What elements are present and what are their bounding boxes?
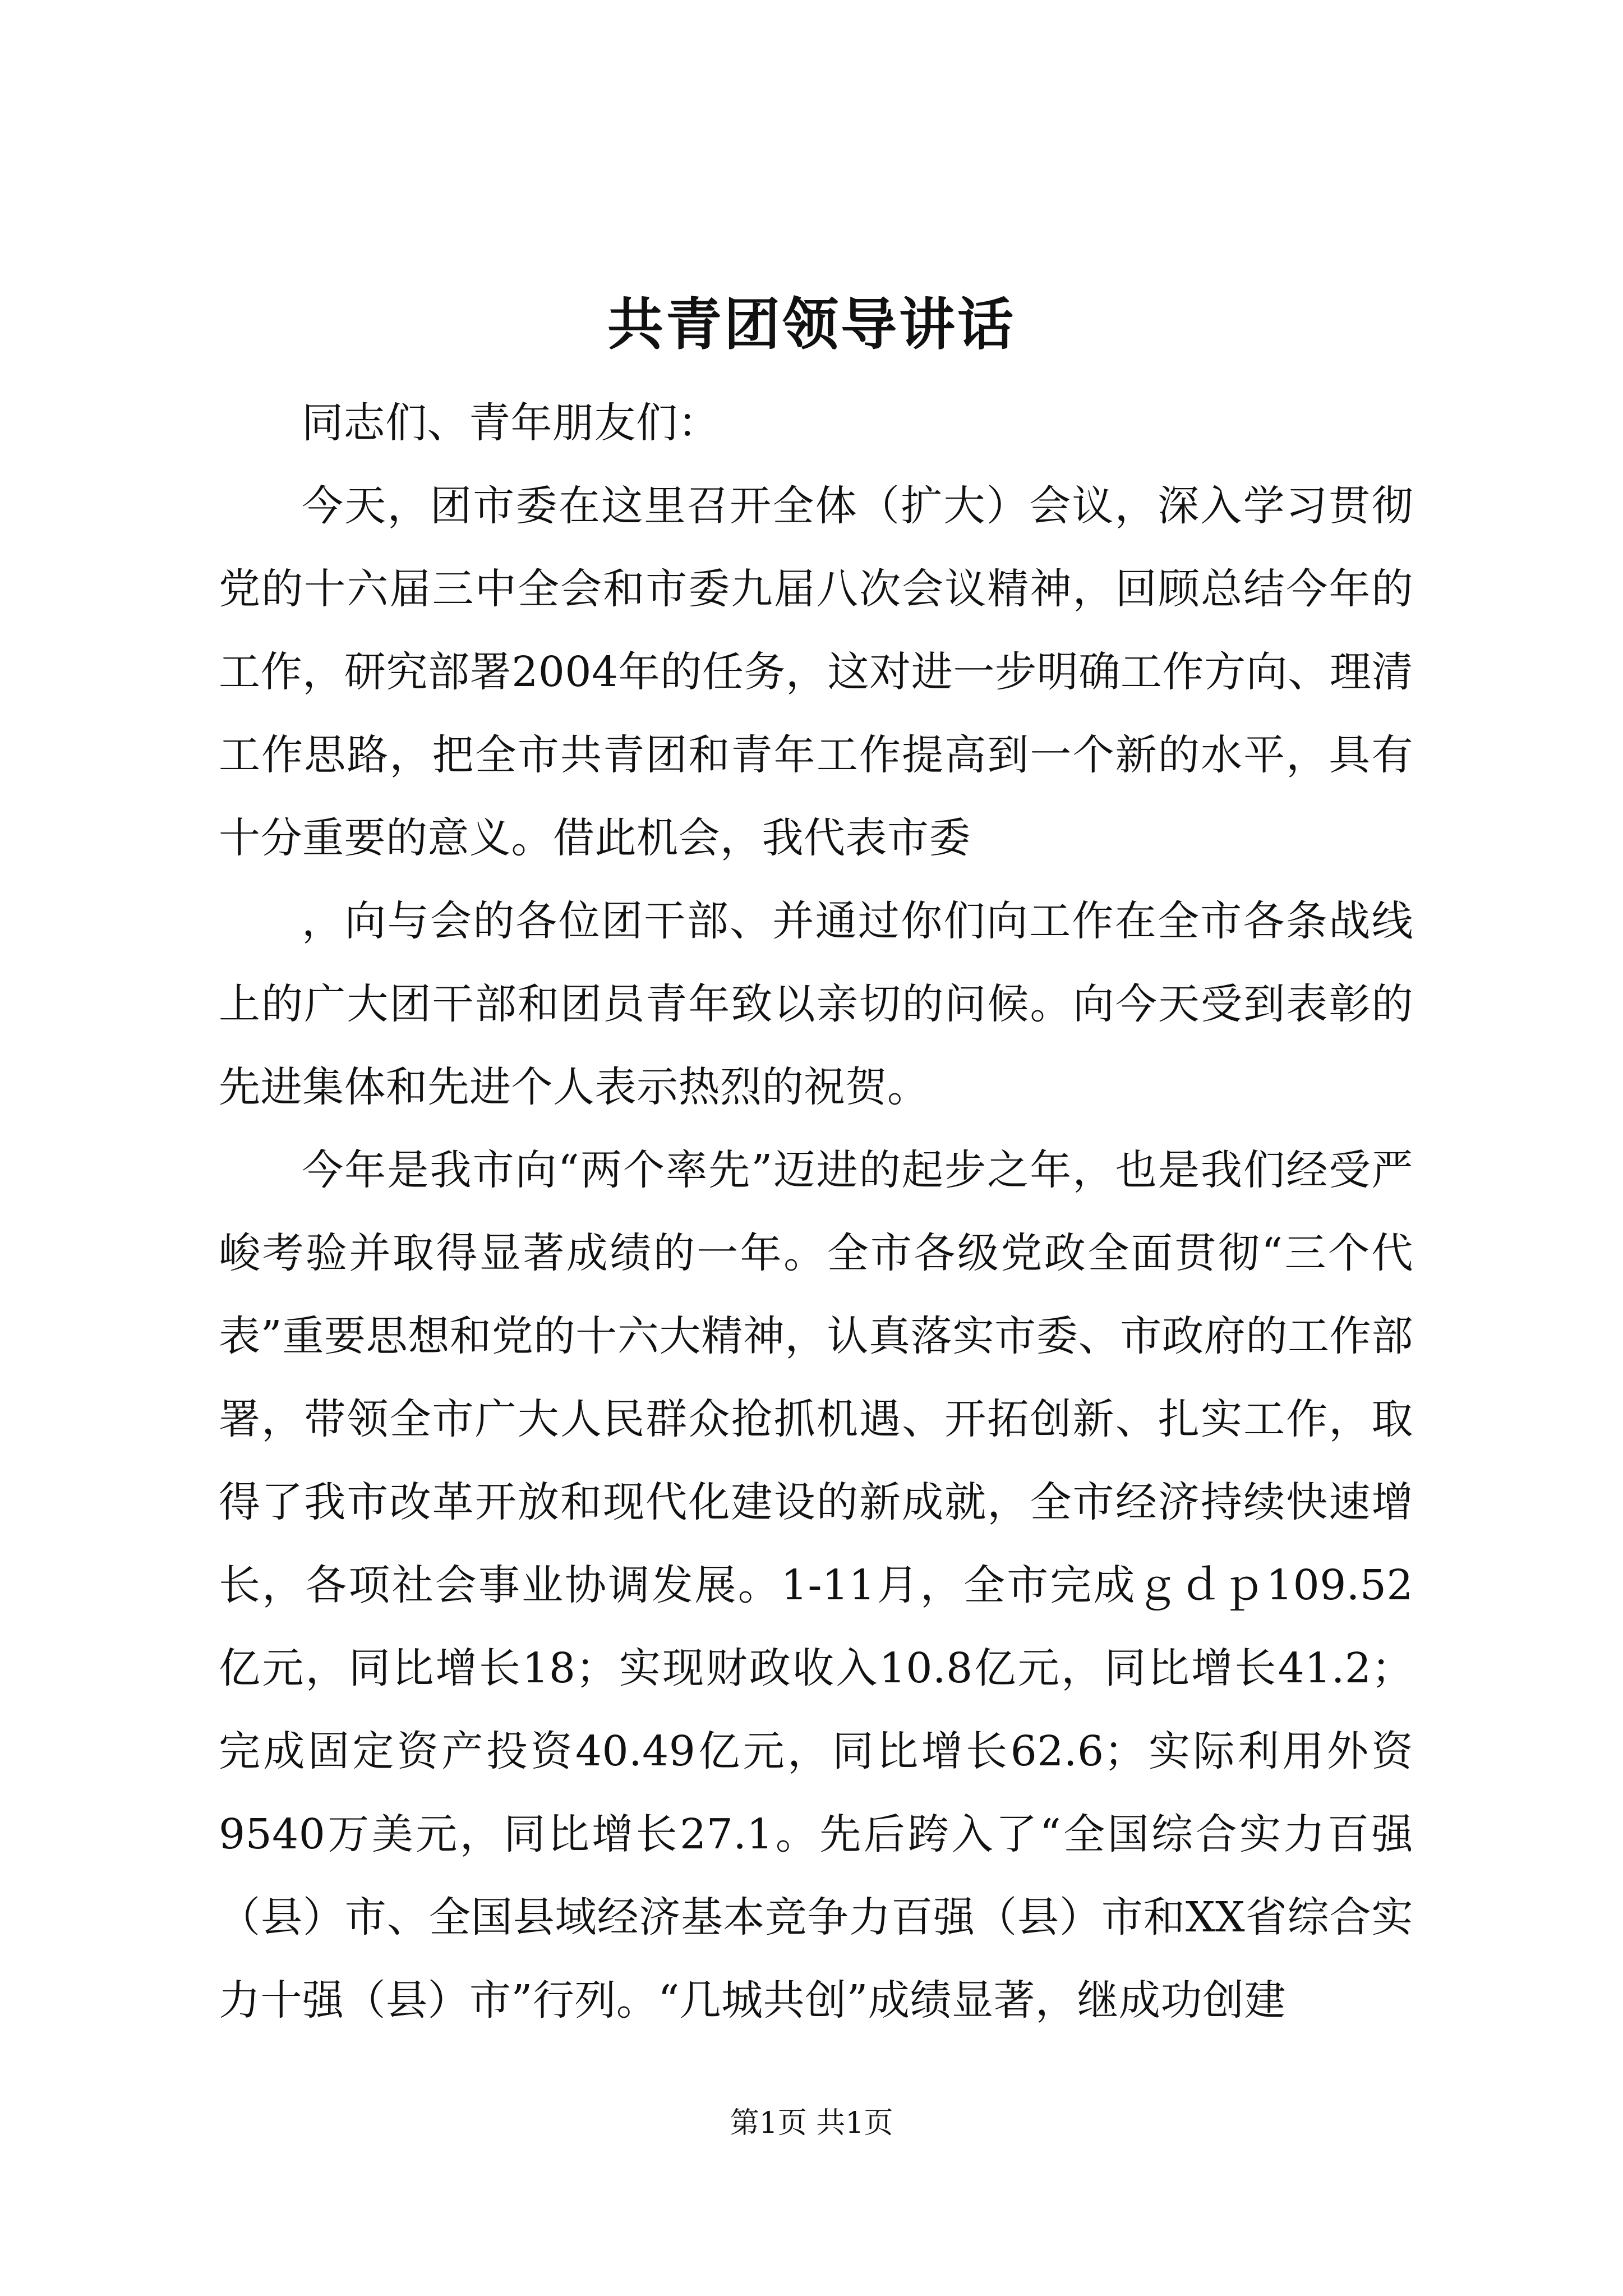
paragraph-achievements: 今年是我市向“两个率先”迈进的起步之年，也是我们经受严峻考验并取得显著成绩的一年。全市各级党政全面贯彻“三个代表”重要思想和党的十六大精神，认真落实市委、市政府的工作部署，带领全市广大人民群众抢抓机遇、开拓创新、扎实工作，取得了我市改革开放和现代化建设的新成就，全市经济持续快速增长，各项社会事业协调发展。1-11月，全市完成ｇｄｐ109.52亿元，同比增长18；实现财政收入10.8亿元，同比增长41.2；完成固定资产投资40.49亿元，同比增长62.6；实际利用外资9540万美元，同比增长27.1。先后跨入了“全国综合实力百强（县）市、全国县域经济基本竞争力百强（县）市和XX省综合实力十强（县）市”行列。“几城共创”成绩显著，继成功创建 bbox=[219, 1146, 1413, 2024]
document-body bbox=[219, 381, 1413, 2042]
document-title: 共青团领导讲话 bbox=[607, 291, 1016, 357]
page-footer bbox=[0, 2101, 1623, 2146]
page-number: 第1页 共1页 bbox=[730, 2106, 893, 2140]
paragraph-opening: 今天，团市委在这里召开全体（扩大）会议，深入学习贯彻党的十六届三中全会和市委九届八次会议精神，回顾总结今年的工作，研究部署2004年的任务，这对进一步明确工作方向、理清工作思路，把全市共青团和青年工作提高到一个新的水平，具有十分重要的意义。借此机会，我代表市委 bbox=[219, 482, 1413, 862]
paragraph-greetings: ，向与会的各位团干部、并通过你们向工作在全市各条战线上的广大团干部和团员青年致以亲切的问候。向今天受到表彰的先进集体和先进个人表示热烈的祝贺。 bbox=[219, 897, 1413, 1111]
paragraph-salutation: 同志们、青年朋友们： bbox=[302, 399, 720, 447]
